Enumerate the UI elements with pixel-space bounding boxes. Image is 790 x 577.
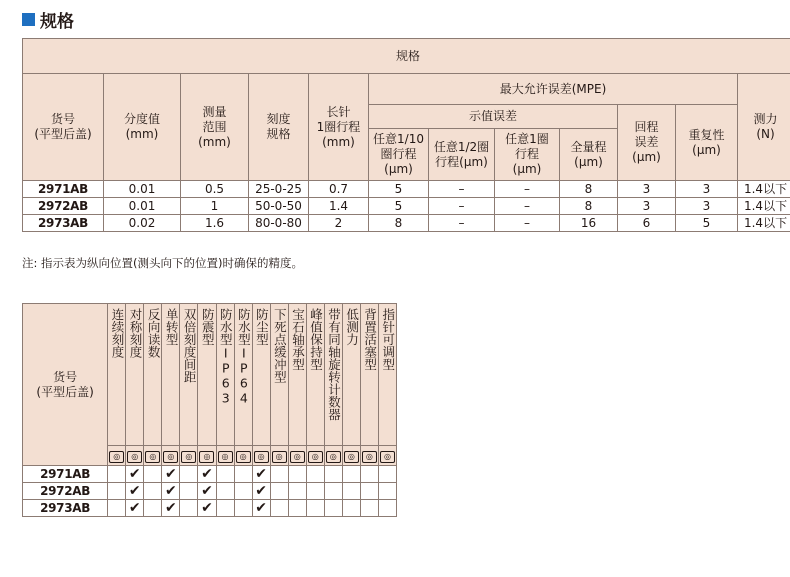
feature-header-label: 防尘型 xyxy=(254,308,270,346)
feature-header xyxy=(144,304,162,446)
feature-cell xyxy=(342,500,360,517)
header-indication-error: 示值误差 xyxy=(369,105,618,129)
check-mark-icon: ✔ xyxy=(255,499,267,516)
one-revolution-icon: ◎ xyxy=(163,451,178,463)
feature-cell xyxy=(108,483,126,500)
feature-header xyxy=(162,304,180,446)
feature-icon-cell xyxy=(360,446,378,466)
cell-any12: – xyxy=(429,215,495,232)
feature-table xyxy=(22,303,397,517)
feature-cell xyxy=(162,500,180,517)
feature-header xyxy=(342,304,360,446)
feature-icon-cell xyxy=(234,446,252,466)
cell-dial: 80-0-80 xyxy=(249,215,309,232)
cell-rep: 3 xyxy=(676,198,738,215)
low-force-icon: ◎ xyxy=(344,451,359,463)
check-mark-icon: ✔ xyxy=(128,465,141,482)
cell-full: 8 xyxy=(560,198,618,215)
cell-range: 1.6 xyxy=(181,215,249,232)
feature-cell xyxy=(270,483,288,500)
feature-header-label: 对称刻度 xyxy=(128,308,144,358)
header-any-tenth-rev: 任意1/10 圈行程 (μm) xyxy=(369,129,429,181)
feature-header-label: 带有同轴旋转计数器 xyxy=(326,308,342,421)
feature-cell xyxy=(234,466,252,483)
feature-cell xyxy=(162,483,180,500)
header-range: 测量 范围 (mm) xyxy=(181,74,249,181)
table-row xyxy=(23,198,790,215)
check-mark-icon: ✔ xyxy=(201,482,213,499)
feature-cell xyxy=(180,483,198,500)
check-mark-icon: ✔ xyxy=(165,465,177,482)
feature-cell xyxy=(216,483,234,500)
table-row xyxy=(23,181,790,198)
cell-force: 1.4以下 xyxy=(738,198,790,215)
reverse-reading-icon: ◎ xyxy=(145,451,160,463)
cell-code: 2973AB xyxy=(23,500,108,517)
peak-hold-icon: ◎ xyxy=(308,451,323,463)
back-plunger-icon: ◎ xyxy=(362,451,377,463)
feature-header xyxy=(252,304,270,446)
feature-cell xyxy=(270,466,288,483)
feature-header xyxy=(378,304,396,446)
feature-header-label: 宝石轴承型 xyxy=(290,308,306,371)
feature-icon-cell xyxy=(378,446,396,466)
check-mark-icon: ✔ xyxy=(201,465,213,482)
feature-cell xyxy=(126,466,144,483)
feature-header-label: 防震型 xyxy=(200,308,216,346)
cell-code: 2971AB xyxy=(23,466,108,483)
feature-cell xyxy=(306,500,324,517)
feature-cell xyxy=(180,466,198,483)
cell-code: 2972AB xyxy=(23,483,108,500)
header-dial-reading: 刻度 规格 xyxy=(249,74,309,181)
feature-header xyxy=(126,304,144,446)
feature-icon-cell xyxy=(144,446,162,466)
header-any-half-rev: 任意1/2圈 行程(μm) xyxy=(429,129,495,181)
feature-cell xyxy=(216,466,234,483)
section-title-text: 规格 xyxy=(40,11,74,32)
feature-cell xyxy=(108,466,126,483)
feature-cell xyxy=(324,466,342,483)
check-mark-icon: ✔ xyxy=(255,482,267,499)
accuracy-note: 注: 指示表为纵向位置(测头向下的位置)时确保的精度。 xyxy=(22,256,304,270)
cell-any1: – xyxy=(495,215,560,232)
cell-rev: 0.7 xyxy=(309,181,369,198)
feature-cell xyxy=(342,466,360,483)
feature-icon-cell xyxy=(270,446,288,466)
table-row xyxy=(23,466,397,483)
double-spacing-icon: ◎ xyxy=(181,451,196,463)
feature-cell xyxy=(198,483,216,500)
feature-cell xyxy=(288,500,306,517)
adjustable-pointer-icon: ◎ xyxy=(380,451,395,463)
feature-cell xyxy=(288,483,306,500)
shockproof-icon: ◎ xyxy=(199,451,214,463)
cell-any1: – xyxy=(495,198,560,215)
feature-header-label: 指针可调型 xyxy=(380,308,396,371)
cell-any10: 5 xyxy=(369,198,429,215)
section-title xyxy=(22,8,74,30)
feature-header-label: 下死点缓冲型 xyxy=(272,308,288,383)
feature-icon-cell xyxy=(126,446,144,466)
waterproof-ip64-icon: ◎ xyxy=(236,451,251,463)
cell-range: 1 xyxy=(181,198,249,215)
cell-rev: 2 xyxy=(309,215,369,232)
feature-header xyxy=(306,304,324,446)
feature-icon-cell xyxy=(324,446,342,466)
feature-cell xyxy=(306,466,324,483)
cell-any10: 8 xyxy=(369,215,429,232)
feature-cell xyxy=(252,500,270,517)
feature-cell xyxy=(324,483,342,500)
table-row xyxy=(23,215,790,232)
feature-header xyxy=(270,304,288,446)
feature-cell xyxy=(378,483,396,500)
check-mark-icon: ✔ xyxy=(165,482,177,499)
header-item-no: 货号 (平型后盖) xyxy=(23,74,104,181)
feature-header-label: 反向读数 xyxy=(146,308,162,358)
feature-header-label: 双倍刻度间距 xyxy=(182,308,198,383)
cell-force: 1.4以下 xyxy=(738,215,790,232)
cell-rev: 1.4 xyxy=(309,198,369,215)
title-square-icon xyxy=(22,13,35,26)
feature-cell xyxy=(126,500,144,517)
feature-cell xyxy=(324,500,342,517)
feature-icon-cell xyxy=(108,446,126,466)
feature-cell xyxy=(252,466,270,483)
feature-cell xyxy=(378,466,396,483)
cell-force: 1.4以下 xyxy=(738,181,790,198)
cell-code: 2972AB xyxy=(23,198,104,215)
cell-dial: 25-0-25 xyxy=(249,181,309,198)
feature-cell xyxy=(144,500,162,517)
check-mark-icon: ✔ xyxy=(165,499,177,516)
header-mpe: 最大允许误差(MPE) xyxy=(369,74,738,105)
dustproof-icon: ◎ xyxy=(254,451,269,463)
feature-cell xyxy=(108,500,126,517)
cell-any1: – xyxy=(495,181,560,198)
cell-range: 0.5 xyxy=(181,181,249,198)
header-range-per-rev: 长针 1圈行程 (mm) xyxy=(309,74,369,181)
feature-cell xyxy=(180,500,198,517)
feature-cell xyxy=(162,466,180,483)
cell-code: 2971AB xyxy=(23,181,104,198)
header-graduation: 分度值 (mm) xyxy=(104,74,181,181)
feature-header-label: 单转型 xyxy=(164,308,180,346)
cell-dial: 50-0-50 xyxy=(249,198,309,215)
feature-icon-cell xyxy=(288,446,306,466)
spec-table xyxy=(22,38,790,232)
cell-any10: 5 xyxy=(369,181,429,198)
check-mark-icon: ✔ xyxy=(128,499,141,516)
waterproof-ip63-icon: ◎ xyxy=(218,451,233,463)
header-hysteresis: 回程 误差 (μm) xyxy=(618,105,676,181)
feature-header xyxy=(180,304,198,446)
cell-grad: 0.02 xyxy=(104,215,181,232)
cell-rep: 5 xyxy=(676,215,738,232)
check-mark-icon: ✔ xyxy=(201,499,213,516)
feature-header xyxy=(324,304,342,446)
table-row xyxy=(23,500,397,517)
feature-header xyxy=(288,304,306,446)
feature-icon-cell xyxy=(198,446,216,466)
feature-cell xyxy=(198,466,216,483)
cell-rep: 3 xyxy=(676,181,738,198)
header-force: 测力 (N) xyxy=(738,74,790,181)
cell-grad: 0.01 xyxy=(104,181,181,198)
feature-header-label: 防水型IP63 xyxy=(218,308,234,406)
feature-cell xyxy=(198,500,216,517)
header-any-one-rev: 任意1圈 行程 (μm) xyxy=(495,129,560,181)
cell-full: 8 xyxy=(560,181,618,198)
feature-header xyxy=(360,304,378,446)
table-row xyxy=(23,483,397,500)
feature-cell xyxy=(360,483,378,500)
cell-grad: 0.01 xyxy=(104,198,181,215)
feature-cell xyxy=(216,500,234,517)
feature-cell xyxy=(144,466,162,483)
header-entire-range: 全量程 (μm) xyxy=(560,129,618,181)
feature-icon-cell xyxy=(162,446,180,466)
feature-icon-cell xyxy=(252,446,270,466)
header-repeatability: 重复性 (μm) xyxy=(676,105,738,181)
check-mark-icon: ✔ xyxy=(128,482,141,499)
spec-table-title: 规格 xyxy=(23,39,790,74)
cell-any12: – xyxy=(429,181,495,198)
cell-hyst: 6 xyxy=(618,215,676,232)
feature-icon-cell xyxy=(216,446,234,466)
feature-header-label: 峰值保持型 xyxy=(308,308,324,371)
jewel-bearing-icon: ◎ xyxy=(290,451,305,463)
feature-header xyxy=(234,304,252,446)
feature-cell xyxy=(234,500,252,517)
feature-cell xyxy=(306,483,324,500)
continuous-dial-icon: ◎ xyxy=(109,451,124,463)
feature-icon-cell xyxy=(306,446,324,466)
feature-cell xyxy=(270,500,288,517)
feature-header-label: 背置活塞型 xyxy=(362,308,378,371)
feature-cell xyxy=(360,500,378,517)
cell-hyst: 3 xyxy=(618,181,676,198)
cell-full: 16 xyxy=(560,215,618,232)
cell-hyst: 3 xyxy=(618,198,676,215)
feature-header-item-no: 货号 (平型后盖) xyxy=(23,304,108,466)
feature-cell xyxy=(126,483,144,500)
feature-cell xyxy=(288,466,306,483)
feature-header-label: 连续刻度 xyxy=(109,308,125,358)
feature-icon-cell xyxy=(342,446,360,466)
cell-code: 2973AB xyxy=(23,215,104,232)
feature-header xyxy=(108,304,126,446)
feature-cell xyxy=(360,466,378,483)
feature-header xyxy=(198,304,216,446)
coaxial-counter-icon: ◎ xyxy=(326,451,341,463)
feature-cell xyxy=(378,500,396,517)
feature-header xyxy=(216,304,234,446)
check-mark-icon: ✔ xyxy=(255,465,267,482)
feature-cell xyxy=(234,483,252,500)
feature-header-label: 低测力 xyxy=(344,308,360,346)
feature-icon-cell xyxy=(180,446,198,466)
bottom-cushion-icon: ◎ xyxy=(272,451,287,463)
feature-cell xyxy=(342,483,360,500)
feature-cell xyxy=(144,483,162,500)
balanced-dial-icon: ◎ xyxy=(127,451,142,463)
feature-cell xyxy=(252,483,270,500)
cell-any12: – xyxy=(429,198,495,215)
feature-header-label: 防水型IP64 xyxy=(236,308,252,406)
